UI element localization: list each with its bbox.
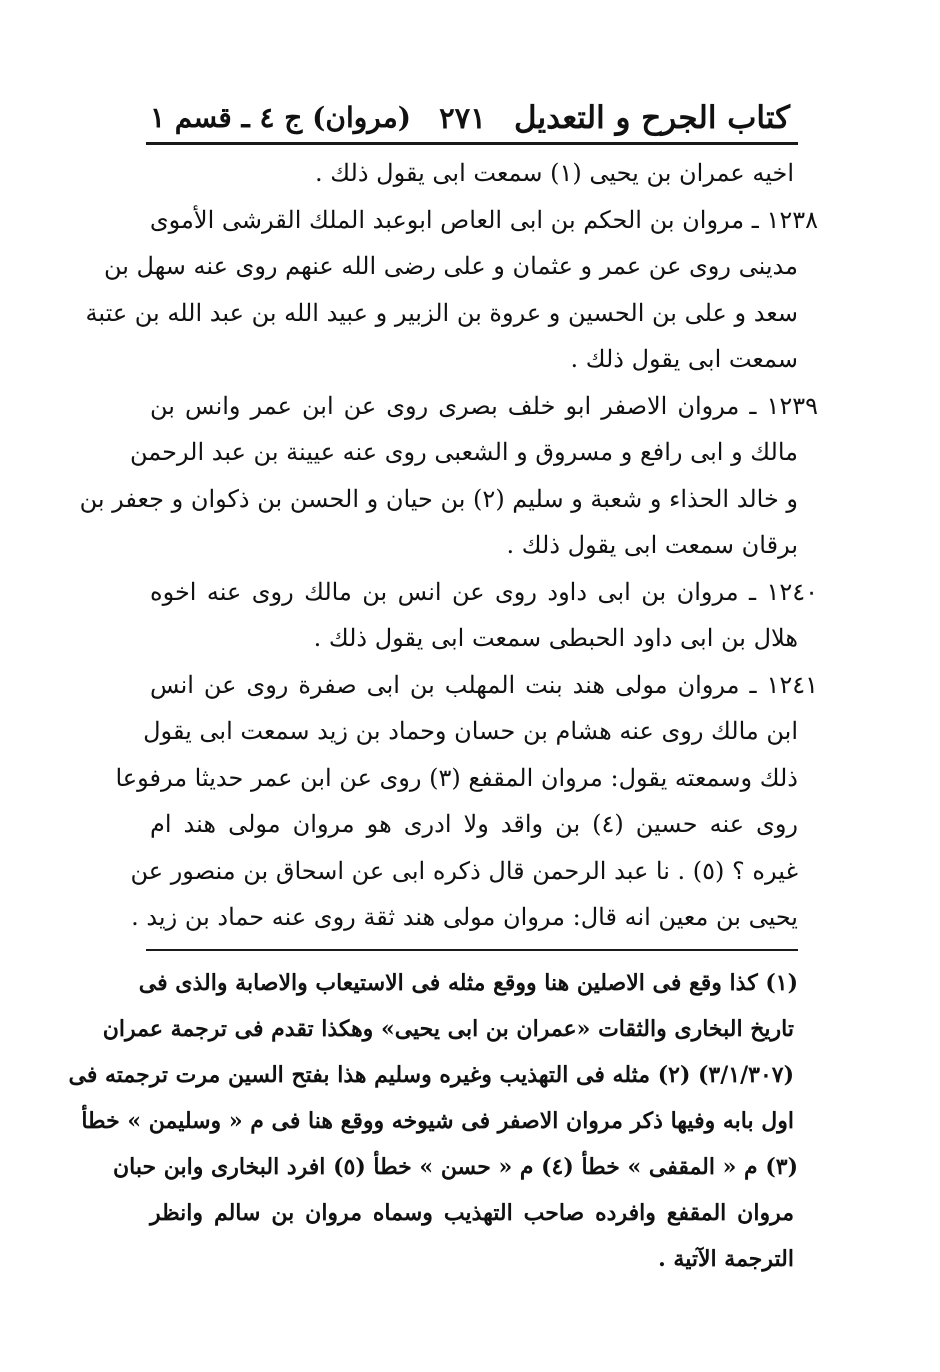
text-line: ابن مالك روى عنه هشام بن حسان وحماد بن زيد سمعت ابى يقول	[143, 717, 798, 745]
footnote-rule	[146, 949, 798, 951]
main-text	[79, 150, 818, 941]
text-line: مالك و ابى رافع و مسروق و الشعبى روى عنه عيينة بن عبد الرحمن	[129, 438, 798, 466]
text-line: ١٢٣٩ ـ مروان الاصفر ابو خلف بصرى روى عن ابن عمر وانس بن	[150, 391, 818, 420]
footnote-line: (٣) م « المقفى » خطأ (٤) م « حسن » خطأ (٥) افرد البخارى وابن حبان	[112, 1154, 798, 1180]
text-line: ذلك وسمعته يقول: مروان المقفع (٣) روى عن ابن عمر حديثا مرفوعا	[115, 763, 798, 792]
text-line: ١٢٤٠ ـ مروان بن ابى داود روى عن انس بن مالك روى عنه اخوه	[150, 577, 818, 606]
footnote-line: (١) كذا وقع فى الاصلين هنا ووقع مثله فى الاستيعاب والاصابة والذى فى	[138, 970, 798, 996]
text-line: برقان سمعت ابى يقول ذلك .	[506, 531, 798, 559]
footnote-line: تاريخ البخارى والثقات «عمران بن ابى يحيى» وهكذا تقدم فى ترجمة عمران	[102, 1016, 794, 1042]
footnote-line: (٣/١/٣٠٧) (٢) مثله فى التهذيب وغيره وسليم هذا بفتح السين مرت ترجمته فى	[68, 1062, 794, 1088]
text-line: ١٢٣٨ ـ مروان بن الحكم بن ابى العاص ابوعبد الملك القرشى الأموى	[149, 205, 818, 234]
book-title: كتاب الجرح و التعديل	[513, 100, 790, 136]
header-rule	[146, 142, 798, 145]
text-line: يحيى بن معين انه قال: مروان مولى هند ثقة روى عنه حماد بن زيد .	[131, 903, 798, 931]
page-header	[150, 86, 790, 138]
text-line: روى عنه حسين (٤) بن واقد ولا ادرى هو مروان مولى هند ام	[150, 810, 798, 838]
footnote-line: مروان المقفع وافرده صاحب التهذيب وسماه مروان بن سالم وانظر	[150, 1200, 794, 1226]
footnote-line: اول بابه وفيها ذكر مروان الاصفر فى شيوخه ووقع هنا فى م « وسليمن » خطأ	[81, 1108, 794, 1134]
text-line: و خالد الحذاء و شعبة و سليم (٢) بن حيان و الحسن بن ذكوان و جعفر بن	[79, 484, 798, 513]
text-line: غيره ؟ (٥) . نا عبد الرحمن قال ذكره ابى عن اسحاق بن منصور عن	[130, 856, 798, 885]
text-line: هلال بن ابى داود الحبطى سمعت ابى يقول ذلك .	[313, 624, 798, 652]
text-line: سمعت ابى يقول ذلك .	[570, 345, 798, 373]
text-line: ١٢٤١ ـ مروان مولى هند بنت المهلب بن ابى صفرة روى عن انس	[150, 670, 818, 699]
volume-section-label: (مروان) ج ٤ ـ قسم ١	[150, 101, 411, 134]
footnote-line: الترجمة الآتية .	[658, 1246, 794, 1272]
page-number: ٢٧١	[439, 101, 486, 135]
text-line: مدينى روى عن عمر و عثمان و على رضى الله عنهم روى عنه سهل بن	[103, 252, 798, 280]
text-line: سعد و على بن الحسين و عروة بن الزبير و عبيد الله بن عبد الله بن عتبة	[85, 298, 798, 327]
text-line: اخيه عمران بن يحيى (١) سمعت ابى يقول ذلك .	[315, 159, 794, 187]
footnotes	[68, 960, 798, 1282]
